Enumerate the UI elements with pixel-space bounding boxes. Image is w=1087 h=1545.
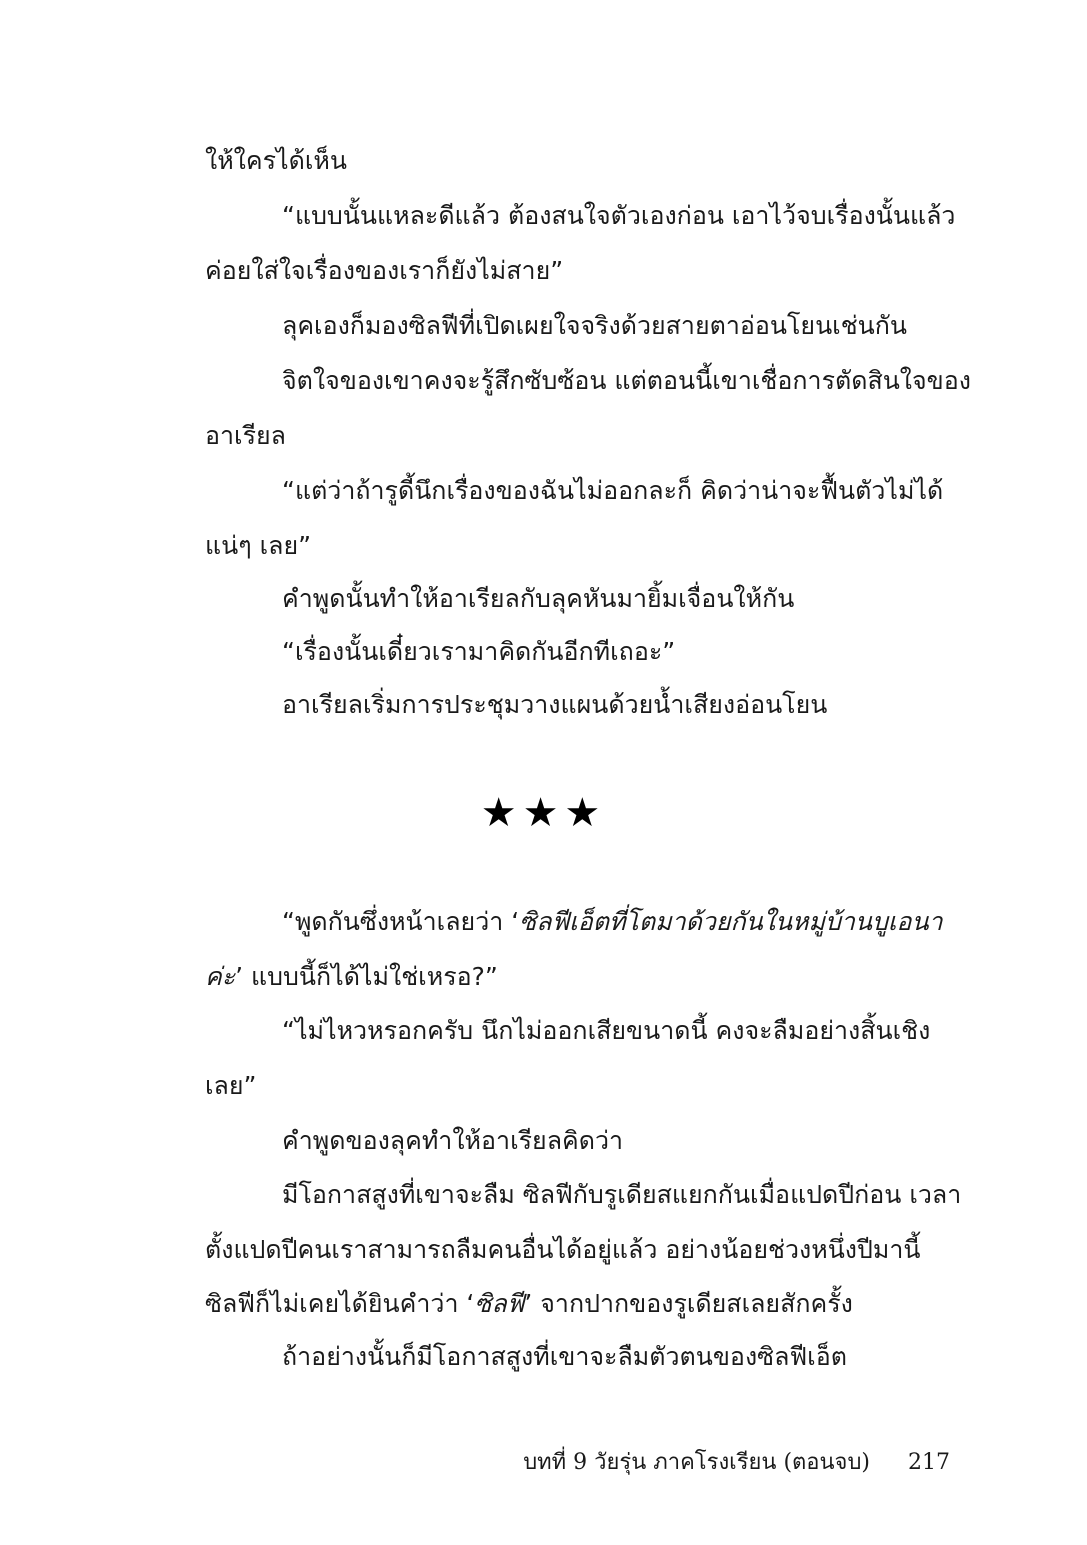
line-text: “พูดกันซึ่งหน้าเลยว่า ‘ — [282, 907, 520, 936]
page-footer — [205, 1448, 950, 1478]
chapter-title: บทที่ 9 วัยรุ่น ภาคโรงเรียน (ตอนจบ) — [523, 1450, 870, 1475]
section-separator: ★★★ — [480, 790, 607, 836]
paragraph-line — [282, 905, 950, 939]
paragraph-line: แน่ๆ เลย” — [205, 531, 312, 560]
paragraph-line: “เรื่องนั้นเดี๋ยวเรามาคิดกันอีกทีเถอะ” — [282, 637, 676, 666]
paragraph-line: “แต่ว่าถ้ารูดี้นึกเรื่องของฉันไม่ออกละก็ คิดว่าน่าจะฟื้นตัวไม่ได้ — [282, 476, 944, 505]
line-text: ’ แบบนี้ก็ได้ไม่ใช่เหรอ?” — [235, 962, 498, 991]
paragraph-line — [205, 1287, 950, 1321]
paragraph-line: ให้ใครได้เห็น — [205, 146, 347, 175]
paragraph-line: “ไม่ไหวหรอกครับ นึกไม่ออกเสียขนาดนี้ คงจะลืมอย่างสิ้นเชิง — [282, 1016, 931, 1045]
paragraph-line: คำพูดของลุคทำให้อาเรียลคิดว่า — [282, 1126, 624, 1155]
paragraph-line — [282, 199, 956, 233]
line-text: ’ จากปากของรูเดียสเลยสักครั้ง — [524, 1289, 853, 1318]
paragraph-line — [205, 960, 950, 994]
italic-text: ซิลฟี — [474, 1289, 525, 1318]
paragraph-line: ตั้งแปดปีคนเราสามารถลืมคนอื่นได้อยู่แล้ว อย่างน้อยช่วงหนึ่งปีมานี้ — [205, 1235, 921, 1264]
paragraph-line: ค่อยใส่ใจเรื่องของเราก็ยังไม่สาย” — [205, 256, 564, 285]
paragraph-line: จิตใจของเขาคงจะรู้สึกซับซ้อน แต่ตอนนี้เขาเชื่อการตัดสินใจของ — [282, 366, 971, 395]
italic-text: ซิลฟีเอ็ตที่โตมาด้วยกันในหมู่บ้านบูเอนา — [519, 907, 943, 936]
paragraph-line: ถ้าอย่างนั้นก็มีโอกาสสูงที่เขาจะลืมตัวตนของซิลฟีเอ็ต — [282, 1342, 847, 1371]
paragraph-line: อาเรียลเริ่มการประชุมวางแผนด้วยน้ำเสียงอ่อนโยน — [282, 690, 828, 719]
line-text: ซิลฟีก็ไม่เคยได้ยินคำว่า ‘ — [205, 1289, 475, 1318]
paragraph-line: มีโอกาสสูงที่เขาจะลืม ซิลฟีกับรูเดียสแยกกันเมื่อแปดปีก่อน เวลา — [282, 1180, 962, 1209]
italic-text: ค่ะ — [205, 962, 236, 991]
paragraph-line: คำพูดนั้นทำให้อาเรียลกับลุคหันมายิ้มเจื่อนให้กัน — [282, 584, 795, 613]
paragraph-line: ลุคเองก็มองซิลฟีที่เปิดเผยใจจริงด้วยสายตาอ่อนโยนเช่นกัน — [282, 311, 907, 340]
paragraph-line: อาเรียล — [205, 421, 286, 450]
page-number: 217 — [908, 1450, 950, 1475]
paragraph-line: เลย” — [205, 1071, 257, 1100]
line-text: “แบบนั้นแหละดีแล้ว ต้องสนใจตัวเองก่อน เอาไว้จบเรื่องนั้นแล้ว — [282, 201, 956, 230]
